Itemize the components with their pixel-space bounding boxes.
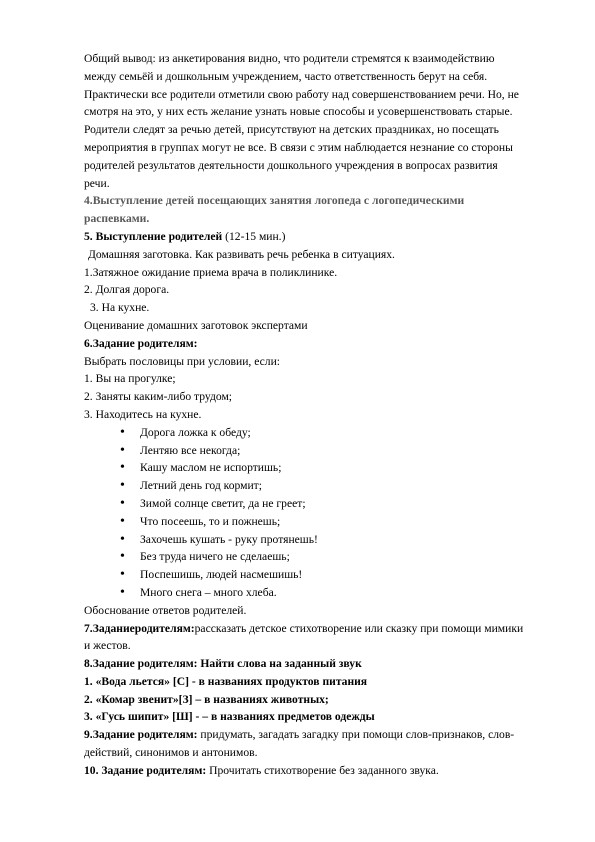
section-6-condition: 3. Находитесь на кухне. [84, 407, 202, 421]
proverb-item: • Захочешь кушать - руку протянешь! [140, 531, 524, 549]
general-conclusion: Общий вывод: из анкетирования видно, что родители стремятся к взаимодействию между семьёй и дошкольным учреждением, часто ответственность берут на себя. [84, 52, 495, 83]
proverb-item: • Летний день год кормит; [140, 477, 524, 495]
proverb-item: • Зимой солнце светит, да не греет; [140, 495, 524, 513]
section-5-evaluation: Оценивание домашних заготовок экспертами [84, 318, 308, 332]
proverb-item: • Что посеешь, то и пожнешь; [140, 513, 524, 531]
proverb-item: • Поспешишь, людей насмешишь! [140, 566, 524, 584]
section-5-intro: Домашняя заготовка. Как развивать речь ребенка в ситуациях. [88, 247, 395, 261]
practical-paragraph: Практически все родители отметили свою работу над совершенствованием речи. Но, не смотря на это, у них есть желание узнать новые способы и усовершенствовать старые. Родители следят за речью детей, присутствуют на детских праздниках, но посещать мероприятия в группах могут не все. В связи с этим наблюдается незнание со стороны родителей результатов деятельности дошкольного учреждения в вопросах развития речи. [84, 87, 519, 190]
section-9 [84, 726, 524, 762]
section-5-item: 3. На кухне. [90, 301, 150, 315]
section-10-text: Прочитать стихотворение без заданного звука. [206, 763, 439, 777]
section-5-heading [84, 228, 524, 246]
section-7-title: 7.Заданиеродителям: [84, 621, 195, 635]
section-4-heading: 4.Выступление детей посещающих занятия логопеда с логопедическими распевками. [84, 194, 465, 226]
section-10 [84, 762, 524, 780]
proverb-item: • Лентяю все некогда; [140, 442, 524, 460]
section-5-item: 1.Затяжное ожидание приема врача в поликлинике. [84, 265, 338, 279]
section-6-condition: 1. Вы на прогулке; [84, 372, 176, 386]
section-6-heading: 6.Задание родителям: [84, 336, 198, 350]
section-5-item: 2. Долгая дорога. [84, 283, 170, 297]
section-6-justification: Обоснование ответов родителей. [84, 603, 247, 617]
section-9-title: 9.Задание родителям: [84, 728, 198, 742]
proverb-item: • Дорога ложка к обеду; [140, 424, 524, 442]
section-8-item: 2. «Комар звенит»[З] – в названиях животных; [84, 692, 329, 706]
section-8-item: 3. «Гусь шипит» [Ш] - – в названиях предметов одежды [84, 710, 375, 724]
section-6-condition: 2. Заняты каким-либо трудом; [84, 390, 233, 404]
section-5-duration: (12-15 мин.) [222, 229, 286, 243]
section-10-title: 10. Задание родителям: [84, 763, 207, 777]
document-page [84, 50, 524, 780]
section-8-heading: 8.Задание родителям: Найти слова на заданный звук [84, 657, 362, 671]
section-5-title: 5. Выступление родителей [84, 229, 223, 243]
proverb-item: • Без труда ничего не сделаешь; [140, 548, 524, 566]
section-7-text: рассказать детское стихотворение или сказку при помощи мимики и жестов. [84, 621, 524, 653]
proverb-list [84, 424, 524, 602]
section-8-item: 1. «Вода льется» [С] - в названиях продуктов питания [84, 674, 368, 688]
proverb-item: • Кашу маслом не испортишь; [140, 459, 524, 477]
section-6-task: Выбрать пословицы при условии, если: [84, 354, 281, 368]
proverb-item: • Много снега – много хлеба. [140, 584, 524, 602]
section-7 [84, 620, 524, 656]
section-9-text: придумать, загадать загадку при помощи слов-признаков, слов-действий, синонимов и антонимов. [84, 728, 515, 760]
